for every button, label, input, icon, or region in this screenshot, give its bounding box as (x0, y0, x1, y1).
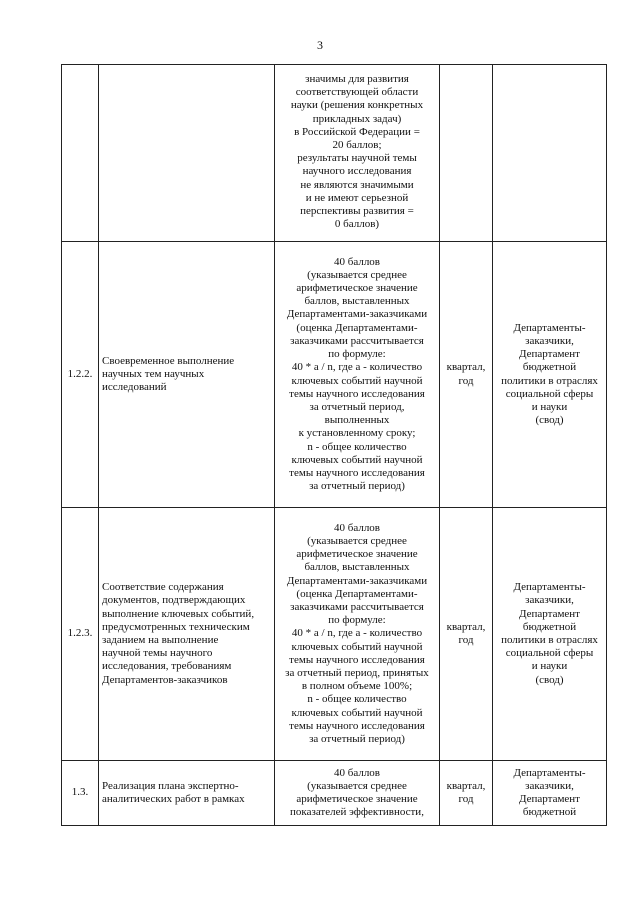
row-criterion-cell: 40 баллов (указывается среднее арифметическое значение показателей эффективности, (275, 761, 440, 826)
row-criterion-cell: 40 баллов (указывается среднее арифметическое значение баллов, выставленных Департаментами-заказчиками (оценка Департаментами- заказчиками рассчитывается по формуле: 40 * a / n, где a - количество ключевых событий научной темы научного исследования за отчетный период, выполненных к установленному сроку; n - общее количество ключевых событий научной темы научного исследования за отчетный период) (275, 242, 440, 508)
row-name-text: Своевременное выполнение научных тем научных исследований (102, 354, 235, 394)
row-number-cell: 1.2.2. (62, 242, 99, 508)
row-number-cell: 1.3. (62, 761, 99, 826)
row-period-cell (440, 65, 493, 242)
row-name-cell (99, 508, 275, 761)
row-name-cell (99, 761, 275, 826)
row-criterion-cell: значимы для развития соответствующей области науки (решения конкретных прикладных задач) в Российской Федерации = 20 баллов; результаты научной темы научного исследования не являются значимыми и не имеют серьезной перспективы развития = 0 баллов) (275, 65, 440, 242)
row-period-cell: квартал, год (440, 761, 493, 826)
row-period-cell: квартал, год (440, 242, 493, 508)
row-responsible-cell (493, 65, 607, 242)
table-row-1-2-3 (62, 508, 607, 761)
page-number: 3 (317, 38, 323, 52)
row-responsible-cell: Департаменты- заказчики, Департамент бюджетной политики в отраслях социальной сферы и науки (свод) (493, 242, 607, 508)
criteria-table (61, 64, 607, 826)
row-number-cell (62, 65, 99, 242)
table-row-1-2-2 (62, 242, 607, 508)
row-name-cell (99, 242, 275, 508)
row-criterion-cell: 40 баллов (указывается среднее арифметическое значение баллов, выставленных Департаментами-заказчиками (оценка Департаментами- заказчиками рассчитывается по формуле: 40 * a / n, где a - количество ключевых событий научной темы научного исследования за отчетный период, принятых в полном объеме 100%; n - общее количество ключевых событий научной темы научного исследования за отчетный период) (275, 508, 440, 761)
row-period-cell: квартал, год (440, 508, 493, 761)
row-responsible-cell: Департаменты- заказчики, Департамент бюджетной (493, 761, 607, 826)
row-name-text: Реализация плана экспертно- аналитических работ в рамках (102, 779, 245, 805)
row-number-cell: 1.2.3. (62, 508, 99, 761)
row-name-cell (99, 65, 275, 242)
row-name-text: Соответствие содержания документов, подтверждающих выполнение ключевых событий, предусмотренных техническим заданием на выполнение научной темы научного исследования, требованиям Департаментов-заказчиков (102, 581, 255, 686)
table-row-continuation (62, 65, 607, 242)
row-responsible-cell: Департаменты- заказчики, Департамент бюджетной политики в отраслях социальной сферы и науки (свод) (493, 508, 607, 761)
table-row-1-3 (62, 761, 607, 826)
